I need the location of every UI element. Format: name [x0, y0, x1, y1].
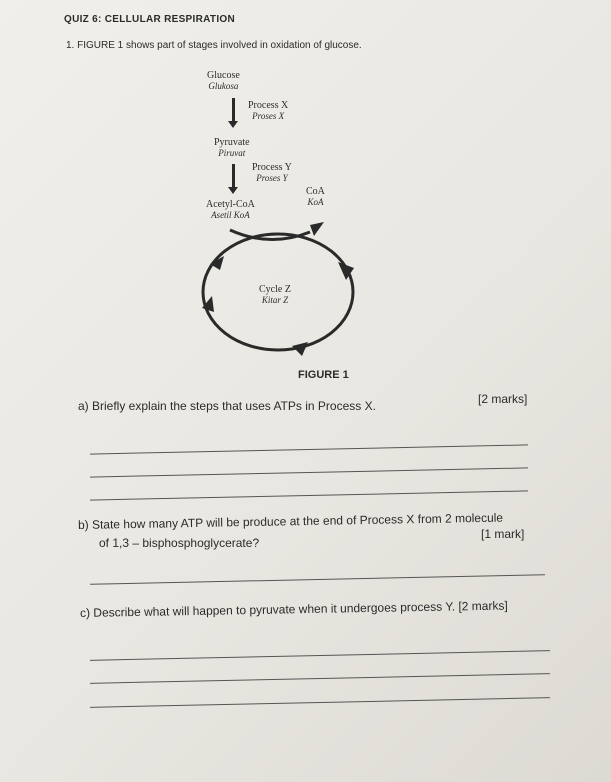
pyruvate-label [214, 137, 250, 159]
quiz-title: QUIZ 6: CELLULAR RESPIRATION [64, 14, 235, 25]
coa-out-arrowhead [310, 222, 324, 236]
process-x-en: Process X [248, 100, 289, 111]
coa-ms: KoA [307, 197, 324, 207]
question-intro: 1. FIGURE 1 shows part of stages involved in oxidation of glucose. [66, 40, 362, 51]
pyruvate-en: Pyruvate [214, 137, 250, 148]
coa-en: CoA [306, 186, 325, 197]
pyruvate-ms: Piruvat [218, 148, 246, 158]
glucose-en: Glucose [207, 70, 240, 81]
process-x-ms: Proses X [252, 111, 285, 121]
glucose-ms: Glukosa [208, 81, 239, 91]
figure-caption: FIGURE 1 [298, 369, 349, 381]
glucose-label [207, 70, 240, 92]
question-a-marks: [2 marks] [478, 392, 528, 406]
process-x-label [248, 100, 288, 122]
answer-line-a3[interactable] [90, 490, 528, 500]
question-c: c) Describe what will happen to pyruvate when it undergoes process Y. [2 marks] [79, 598, 508, 620]
cycle-z-label [259, 284, 291, 306]
answer-line-a2[interactable] [90, 467, 528, 477]
acetyl-ms: Asetil KoA [211, 210, 250, 220]
cycle-en: Cycle Z [259, 284, 291, 295]
cycle-ms: Kitar Z [261, 295, 289, 305]
question-b-marks: [1 mark] [481, 527, 525, 541]
answer-line-b1[interactable] [90, 574, 545, 585]
process-y-ms: Proses Y [256, 173, 288, 183]
answer-line-a1[interactable] [90, 444, 528, 454]
answer-line-c2[interactable] [90, 673, 550, 684]
process-y-label [252, 162, 292, 184]
arrow-process-y [232, 164, 235, 188]
process-y-en: Process Y [252, 162, 292, 173]
question-b-line2: of 1,3 – bisphosphoglycerate? [99, 536, 260, 550]
question-a: a) Briefly explain the steps that uses ATPs in Process X. [78, 399, 376, 413]
answer-line-c1[interactable] [90, 650, 550, 661]
answer-line-c3[interactable] [90, 697, 550, 708]
acetyl-en: Acetyl-CoA [206, 199, 255, 210]
arrow-process-x [232, 98, 235, 122]
question-b-line1: b) State how many ATP will be produce at the end of Process X from 2 molecule [77, 510, 504, 532]
cycle-diagram [190, 200, 370, 365]
